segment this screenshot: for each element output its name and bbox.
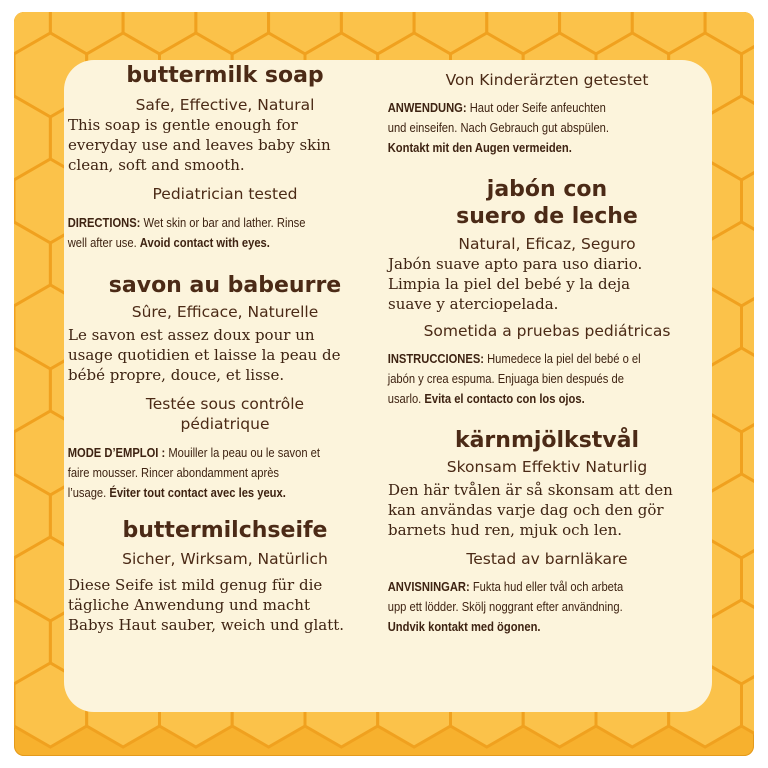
french-body-line: usage quotidien et laisse la peau de xyxy=(68,346,341,364)
swedish-tested: Testad av barnläkare xyxy=(466,550,628,568)
german-warning: Kontakt mit den Augen vermeiden. xyxy=(387,140,572,155)
english-title: buttermilk soap xyxy=(126,63,324,88)
french-directions-text: l’usage. xyxy=(67,485,110,500)
french-warning: Éviter tout contact avec les yeux. xyxy=(109,485,286,500)
spanish-directions-line xyxy=(386,349,709,369)
french-tested: pédiatrique xyxy=(180,415,270,433)
spanish-directions-label: INSTRUCCIONES: xyxy=(387,351,484,366)
spanish-tested: Sometida a pruebas pediátricas xyxy=(423,322,671,340)
english-warning: Avoid contact with eyes. xyxy=(139,235,270,250)
swedish-body-line: kan användas varje dag och den gör xyxy=(388,501,664,519)
german-body-line: tägliche Anwendung und macht xyxy=(68,596,310,614)
right-column xyxy=(386,70,708,637)
french-directions-text: Mouiller la peau ou le savon et xyxy=(165,445,320,460)
english-section xyxy=(66,62,384,253)
swedish-warning: Undvik kontakt med ögonen. xyxy=(387,619,541,634)
spanish-directions-text: usarlo. xyxy=(387,391,425,406)
german-directions-text: Haut oder Seife anfeuchten xyxy=(466,100,606,115)
french-directions-label: MODE D’EMPLOI : xyxy=(67,445,166,460)
french-tested: Testée sous contrôle xyxy=(145,395,305,413)
english-body-line: everyday use and leaves baby skin xyxy=(68,136,331,154)
english-directions-text: Wet skin or bar and lather. Rinse xyxy=(140,215,306,230)
spanish-body-line: Jabón suave apto para uso diario. xyxy=(388,255,643,273)
spanish-tagline: Natural, Eficaz, Seguro xyxy=(458,235,636,253)
english-tagline: Safe, Effective, Natural xyxy=(135,96,315,114)
german-body-line: Babys Haut sauber, weich und glatt. xyxy=(68,616,345,634)
french-directions-line: faire mousser. Rincer abondamment après xyxy=(67,465,280,480)
french-directions-line xyxy=(66,483,385,503)
swedish-directions-line xyxy=(386,577,709,597)
spanish-title: suero de leche xyxy=(456,204,638,229)
swedish-body-line: barnets hud ren, mjuk och len. xyxy=(388,521,623,539)
english-tested: Pediatrician tested xyxy=(152,185,298,203)
swedish-directions-label: ANVISNINGAR: xyxy=(387,579,470,594)
swedish-directions-line xyxy=(386,617,709,637)
spanish-section xyxy=(386,176,708,409)
swedish-tagline: Skonsam Effektiv Naturlig xyxy=(446,458,648,476)
french-directions-line xyxy=(66,443,385,463)
german-tested: Von Kinderärzten getestet xyxy=(445,71,649,89)
french-body-line: bébé propre, douce, et lisse. xyxy=(68,366,285,384)
english-body-line: clean, soft and smooth. xyxy=(68,156,245,174)
spanish-body-line: Limpia la piel del bebé y la deja xyxy=(388,275,631,293)
english-directions-line xyxy=(66,213,385,233)
french-body-line: Le savon est assez doux pour un xyxy=(68,326,315,344)
spanish-directions-text: Humedece la piel del bebé o el xyxy=(483,351,641,366)
german-section xyxy=(66,517,384,635)
spanish-directions-line: jabón y crea espuma. Enjuaga bien después de xyxy=(387,371,624,386)
swedish-body-line: Den här tvålen är så skonsam att den xyxy=(388,481,673,499)
german-directions-line xyxy=(386,138,709,158)
german-tagline: Sicher, Wirksam, Natürlich xyxy=(122,550,328,568)
german-continued-section xyxy=(386,70,708,158)
spanish-title: jabón con xyxy=(486,177,608,202)
english-directions-text: well after use. xyxy=(67,235,140,250)
swedish-directions-line: upp ett lödder. Skölj noggrant efter användning. xyxy=(387,599,623,614)
german-directions-line xyxy=(386,98,709,118)
german-directions-label: ANWENDUNG: xyxy=(387,100,467,115)
swedish-directions-text: Fukta hud eller tvål och arbeta xyxy=(469,579,624,594)
german-directions-line: und einseifen. Nach Gebrauch gut abspülen. xyxy=(387,120,609,135)
french-title: savon au babeurre xyxy=(108,273,342,298)
english-directions-line xyxy=(66,233,385,253)
german-title: buttermilchseife xyxy=(122,518,328,543)
french-tagline: Sûre, Efficace, Naturelle xyxy=(131,303,319,321)
spanish-body-line: suave y aterciopelada. xyxy=(388,295,559,313)
english-body-line: This soap is gentle enough for xyxy=(68,116,298,134)
german-body-line: Diese Seife ist mild genug für die xyxy=(68,576,323,594)
french-section xyxy=(66,272,384,503)
left-column xyxy=(66,62,384,635)
spanish-directions-line xyxy=(386,389,709,409)
swedish-section xyxy=(386,427,708,637)
spanish-warning: Evita el contacto con los ojos. xyxy=(424,391,585,406)
swedish-title: kärnmjölkstvål xyxy=(454,428,640,453)
english-directions-label: DIRECTIONS: xyxy=(67,215,141,230)
